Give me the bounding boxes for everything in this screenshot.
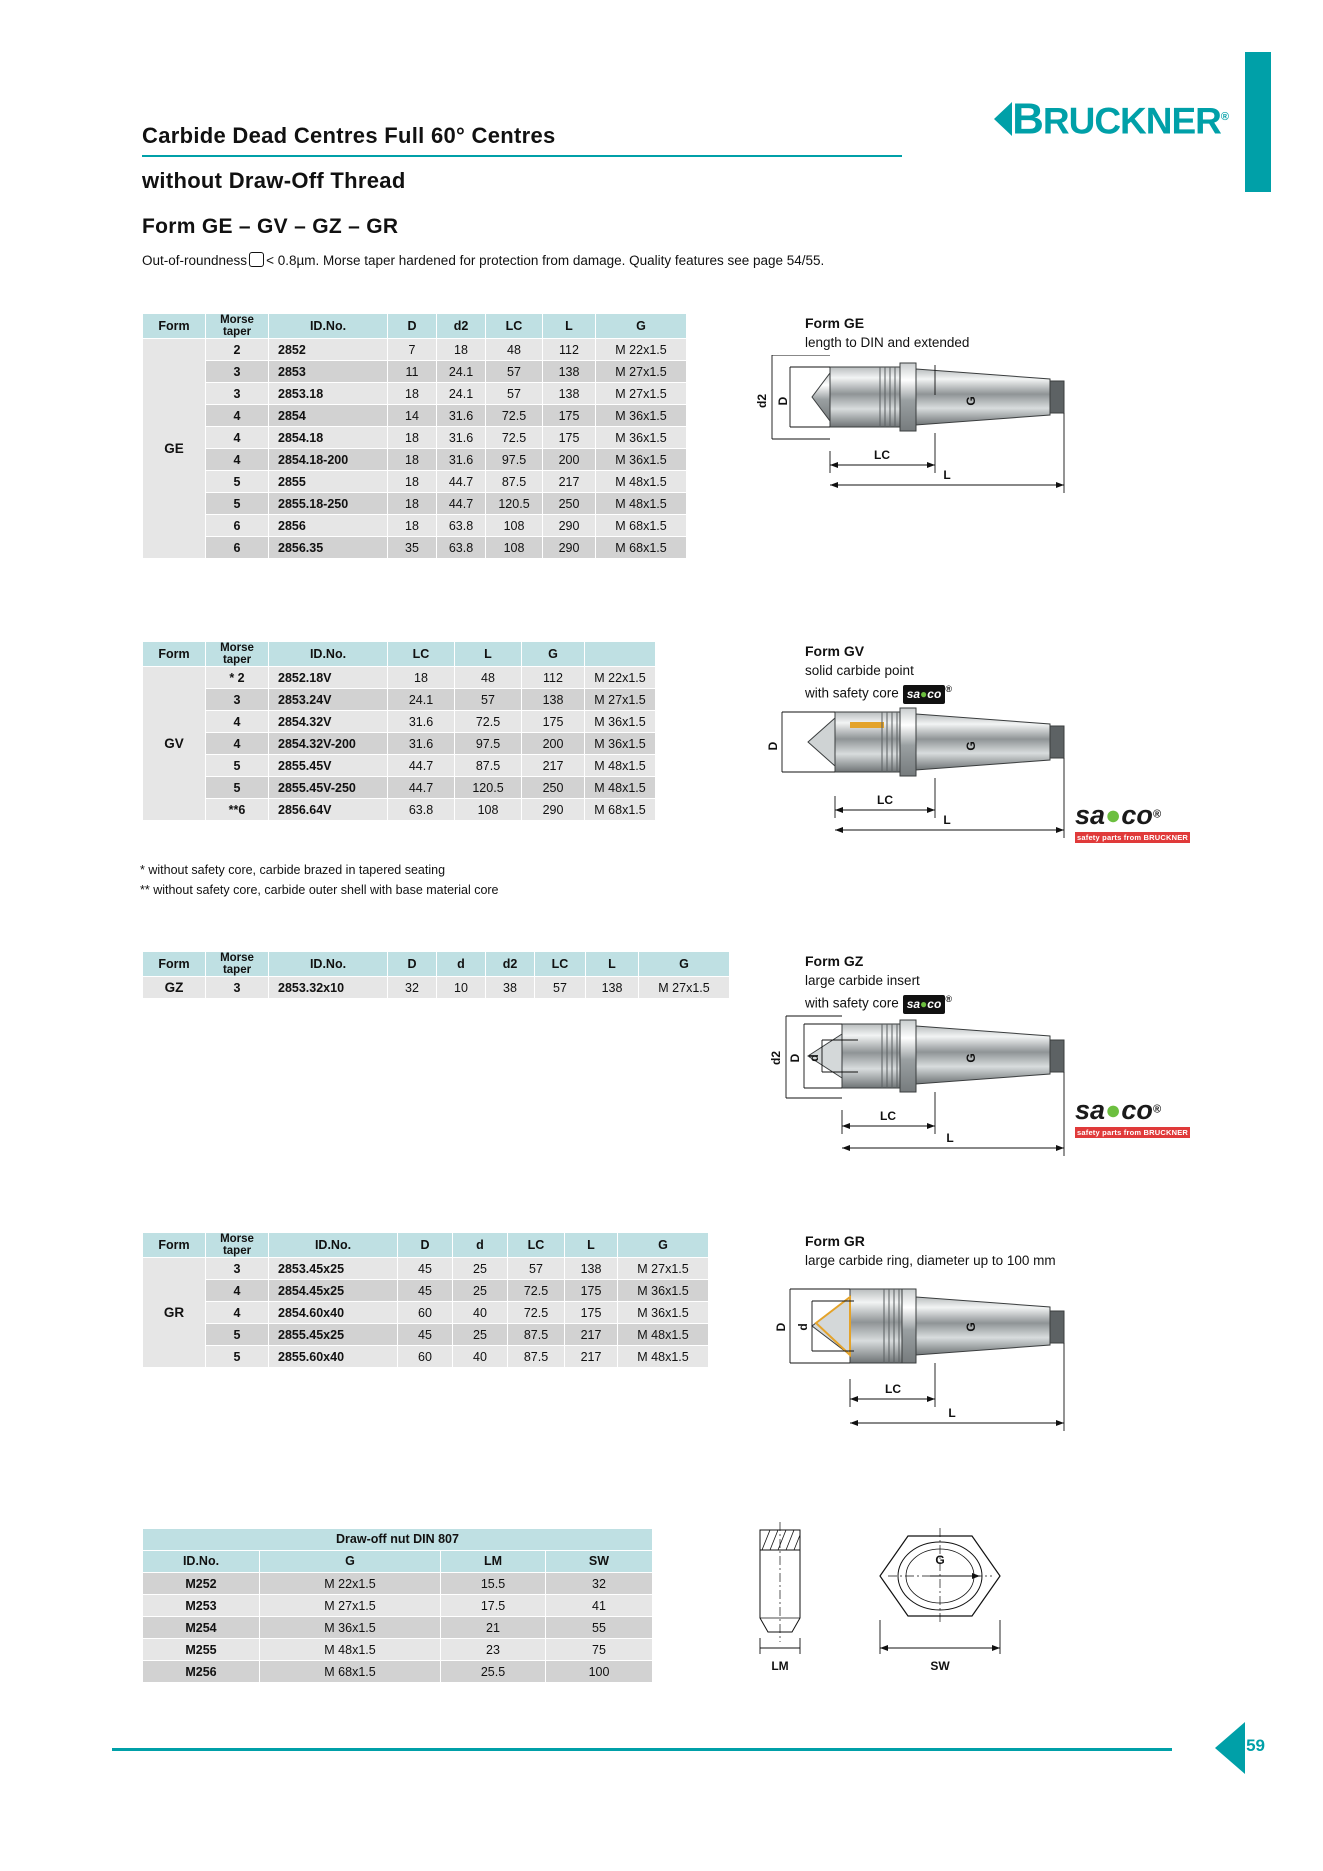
table-row: 3 2853.18 18 24.1 57 138 M 27x1.5 — [143, 383, 687, 405]
form-cell: GR — [143, 1258, 206, 1368]
svg-text:LC: LC — [877, 793, 893, 807]
table-row: 4 2854.60x40 60 40 72.5 175 M 36x1.5 — [143, 1302, 709, 1324]
table-row: M253 M 27x1.5 17.5 41 — [143, 1595, 653, 1617]
form-heading: Form GE – GV – GZ – GR — [142, 215, 399, 238]
table-ge — [142, 313, 687, 559]
svg-text:L: L — [943, 468, 951, 482]
table-row: 6 2856 18 63.8 108 290 M 68x1.5 — [143, 515, 687, 537]
table-header-row: Form Morse taper ID.No. D d d2 LC L G — [143, 952, 730, 977]
header-morse-taper: Morse taper — [206, 314, 269, 339]
svg-text:LC: LC — [880, 1109, 896, 1123]
svg-text:d2: d2 — [769, 1050, 783, 1066]
brand-logo — [994, 94, 1228, 144]
saco-dot: ● — [1105, 800, 1122, 830]
form-cell: GV — [143, 667, 206, 821]
figure-caption-gr: Form GR large carbide ring, diameter up to 100 mm — [805, 1233, 1056, 1268]
brand-text: BRUCKNER® — [1012, 94, 1228, 144]
svg-text:SW: SW — [930, 1659, 950, 1673]
saco-logo-gz: sa●co® safety parts from BRUCKNER — [1075, 1095, 1189, 1137]
page-subtitle: without Draw-Off Thread — [142, 168, 406, 193]
table-row: M256 M 68x1.5 25.5 100 — [143, 1661, 653, 1683]
saco-inline-logo: sa●co — [903, 995, 946, 1014]
saco-inline-logo: sa●co — [903, 685, 946, 704]
svg-text:G: G — [964, 1053, 978, 1063]
svg-text:G: G — [964, 741, 978, 751]
table-gv — [142, 641, 656, 821]
header-morse-taper: Morse taper — [206, 1233, 269, 1258]
table-row: 4 2854.18 18 31.6 72.5 175 M 36x1.5 — [143, 427, 687, 449]
table-row: GV * 2 2852.18V 18 48 112 M 22x1.5 — [143, 667, 656, 689]
brand-triangle-icon — [994, 102, 1012, 136]
page-title: Carbide Dead Centres Full 60° Centres — [142, 123, 556, 148]
table-row: 5 2855 18 44.7 87.5 217 M 48x1.5 — [143, 471, 687, 493]
table-row: **6 2856.64V 63.8 108 290 M 68x1.5 — [143, 799, 656, 821]
table-row: 4 2854.45x25 45 25 72.5 175 M 36x1.5 — [143, 1280, 709, 1302]
saco-co: co — [1121, 1095, 1153, 1125]
table-gz — [142, 951, 730, 999]
saco-tagline: safety parts from BRUCKNER — [1077, 833, 1189, 842]
svg-text:LM: LM — [771, 1659, 789, 1673]
table-row: 5 2855.45V-250 44.7 120.5 250 M 48x1.5 — [143, 777, 656, 799]
table-row: M252 M 22x1.5 15.5 32 — [143, 1573, 653, 1595]
header-morse-taper: Morse taper — [206, 642, 269, 667]
saco-dot: ● — [1105, 1095, 1122, 1125]
table-row: 4 2854.18-200 18 31.6 97.5 200 M 36x1.5 — [143, 449, 687, 471]
saco-tagline: safety parts from BRUCKNER — [1077, 1128, 1189, 1137]
table-row: 4 2854.32V-200 31.6 97.5 200 M 36x1.5 — [143, 733, 656, 755]
table-row: 5 2855.18-250 18 44.7 120.5 250 M 48x1.5 — [143, 493, 687, 515]
drawing-form-gr — [730, 1275, 1220, 1475]
figure-caption-gv: Form GV solid carbide point with safety core sa●co ® — [805, 642, 952, 704]
gv-note-1: * without safety core, carbide brazed in tapered seating — [140, 863, 446, 877]
drawing-form-ge — [730, 355, 1220, 525]
table-header-row: ID.No. G LM SW — [143, 1551, 653, 1573]
saco-logo-gv: sa●co® safety parts from BRUCKNER — [1075, 800, 1189, 842]
form-cell: GE — [143, 339, 206, 559]
table-row: 5 2855.60x40 60 40 87.5 217 M 48x1.5 — [143, 1346, 709, 1368]
table-row: 3 2853 11 24.1 57 138 M 27x1.5 — [143, 361, 687, 383]
roundness-symbol-icon — [249, 252, 264, 267]
svg-text:D: D — [766, 741, 780, 751]
svg-text:G: G — [964, 1322, 978, 1332]
form-cell: GZ — [143, 977, 206, 999]
table-draw-off-nut — [142, 1528, 653, 1683]
table-row: M255 M 48x1.5 23 75 — [143, 1639, 653, 1661]
drawing-form-gv — [730, 700, 1220, 880]
svg-text:D: D — [788, 1053, 802, 1063]
footer-triangle-icon — [1215, 1722, 1245, 1774]
svg-text:d: d — [796, 1323, 810, 1331]
saco-sa: sa — [1075, 1095, 1106, 1125]
svg-text:D: D — [774, 1322, 788, 1332]
header-morse-taper: Morse taper — [206, 952, 269, 977]
table-header-row: Form Morse taper ID.No. D d LC L G — [143, 1233, 709, 1258]
svg-text:d2: d2 — [755, 393, 769, 409]
table-row: 6 2856.35 35 63.8 108 290 M 68x1.5 — [143, 537, 687, 559]
footer-rule — [112, 1748, 1172, 1751]
table-header-row: Form Morse taper ID.No. LC L G — [143, 642, 656, 667]
figure-caption-gz: Form GZ large carbide insert with safety core sa●co ® — [805, 952, 952, 1014]
table-title-row: Draw-off nut DIN 807 — [143, 1529, 653, 1551]
svg-text:LC: LC — [874, 448, 890, 462]
table-row: GR 3 2853.45x25 45 25 57 138 M 27x1.5 — [143, 1258, 709, 1280]
svg-text:G: G — [935, 1553, 945, 1567]
drawing-draw-off-nut — [740, 1520, 1140, 1720]
title-rule — [142, 155, 902, 157]
table-row: 4 2854.32V 31.6 72.5 175 M 36x1.5 — [143, 711, 656, 733]
svg-text:L: L — [948, 1406, 956, 1420]
svg-text:G: G — [964, 396, 978, 406]
table-row: GZ 3 2853.32x10 32 10 38 57 138 M 27x1.5 — [143, 977, 730, 999]
saco-sa: sa — [1075, 800, 1106, 830]
table-row: GE 2 2852 7 18 48 112 M 22x1.5 — [143, 339, 687, 361]
gv-note-2: ** without safety core, carbide outer shell with base material core — [140, 883, 499, 897]
accent-bar — [1245, 52, 1271, 192]
figure-caption-ge: Form GE length to DIN and extended — [805, 315, 970, 350]
page-number: 59 — [1246, 1736, 1265, 1755]
svg-text:L: L — [946, 1131, 954, 1145]
table-row: 5 2855.45x25 45 25 87.5 217 M 48x1.5 — [143, 1324, 709, 1346]
svg-text:L: L — [943, 813, 951, 827]
intro-text: Out-of-roundness < 0.8µm. Morse taper hardened for protection from damage. Quality features see page 54/55. — [142, 253, 825, 268]
table-gr — [142, 1232, 709, 1368]
table-row: M254 M 36x1.5 21 55 — [143, 1617, 653, 1639]
table-row: 3 2853.24V 24.1 57 138 M 27x1.5 — [143, 689, 656, 711]
table-row: 5 2855.45V 44.7 87.5 217 M 48x1.5 — [143, 755, 656, 777]
svg-text:d: d — [807, 1054, 821, 1062]
svg-text:D: D — [776, 396, 790, 406]
svg-text:LC: LC — [885, 1382, 901, 1396]
table-row: 4 2854 14 31.6 72.5 175 M 36x1.5 — [143, 405, 687, 427]
saco-co: co — [1121, 800, 1153, 830]
header-blank — [585, 642, 656, 667]
table-header-row: Form Morse taper ID.No. D d2 LC L G — [143, 314, 687, 339]
